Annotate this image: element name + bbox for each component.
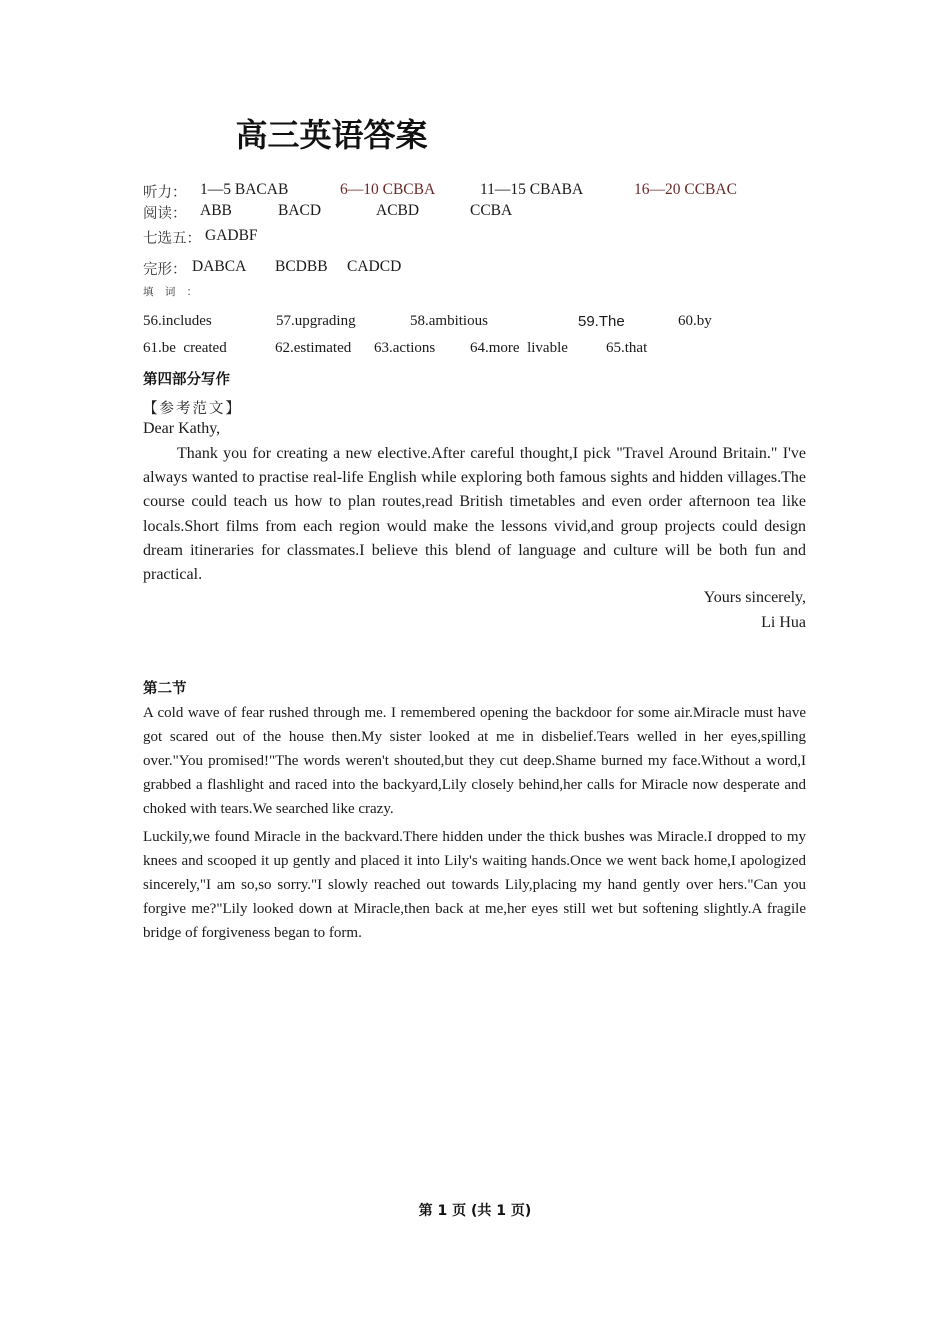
fill-word-item: 63.actions [374,340,436,356]
fill-word-item: 58.ambitious [410,313,488,329]
reading-group: ABB [200,202,232,219]
fill-word-item: 64.more livable [470,340,568,356]
cloze-group: BCDBB [275,258,328,275]
cloze-label: 完形： [143,262,187,278]
page-title: 高三英语答案 [235,116,428,154]
fill-word-item: 57.upgrading [276,313,356,329]
reading-group: ACBD [376,202,420,219]
page-footer: 第 1 页 (共 1 页) [418,1203,532,1219]
fill-words-label: 填 词 ： [143,286,202,298]
cloze-group: DABCA [192,258,247,275]
reading-row [143,202,806,222]
fill-word-item: 56.includes [143,313,212,329]
fill-word-item: 60.by [678,313,712,329]
listening-row [143,181,806,201]
listening-group: 1—5 BACAB [200,181,289,198]
seven-choose-five-row [143,227,806,247]
continuation-paragraph: Luckily,we found Miracle in the backvard.There hidden under the thick bushes was Miracle.I dropped to my knees and scooped it up gently and placed it into Lily's waiting hands.Once we went back home,I apologized sincerely,"I am so,so sorry."I slowly reached out towards Lily,placing my hand gently over hers."Can you forgive me?"Lily looked down at Miracle,then back at me,her eyes still wet but softening slightly.A fragile bridge of forgiveness began to form. [143,829,806,941]
fill-words-label-row [143,284,806,300]
fill-words-row [143,313,806,333]
fill-words-row [143,340,806,360]
cloze-row [143,258,806,278]
section-two-heading: 第二节 [143,681,187,697]
writing-heading: 第四部分写作 [143,372,230,388]
continuation-paragraph: A cold wave of fear rushed through me. I remembered opening the backdoor for some air.Miracle must have got scared out of the house then.My sister looked at me in disbelief.Tears welled in her eyes,spilling over."You promised!"The words weren't shouted,but they cut deep.Shame burned my face.Without a word,I grabbed a flashlight and raced into the backyard,Lily closely behind,her calls for Miracle now desperate and choked with tears.We searched like crazy. [143,705,806,817]
fill-word-item: 65.that [606,340,648,356]
letter-body: Thank you for creating a new elective.After careful thought,I pick "Travel Around Britain." I've always wanted to practise real-life English while exploring both famous sights and hidden villages.The course could teach us how to plan routes,read British timetables and even order afternoon tea like locals.Short films from each region would make the lessons vivid,and group projects could design dream itineraries for classmates.I believe this blend of language and culture will be both fun and practical. [143,445,806,584]
seven-choose-five-label: 七选五： [143,231,201,247]
reading-group: CCBA [470,202,513,219]
fill-word-item: 59.The [578,313,625,330]
reading-label: 阅读： [143,206,187,222]
listening-group: 11—15 CBABA [480,181,584,198]
letter-closing: Yours sincerely, [703,589,806,606]
seven-choose-five-answer: GADBF [205,227,258,244]
sample-essay-label: 【参考范文】 [143,401,242,417]
reading-group: BACD [278,202,322,219]
letter-greeting: Dear Kathy, [143,420,221,437]
listening-group: 6—10 CBCBA [340,181,436,198]
cloze-group: CADCD [347,258,402,275]
listening-label: 听力： [143,185,187,201]
fill-word-item: 61.be created [143,340,227,356]
fill-word-item: 62.estimated [275,340,352,356]
letter-signature: Li Hua [761,614,806,631]
listening-group: 16—20 CCBAC [634,181,737,198]
